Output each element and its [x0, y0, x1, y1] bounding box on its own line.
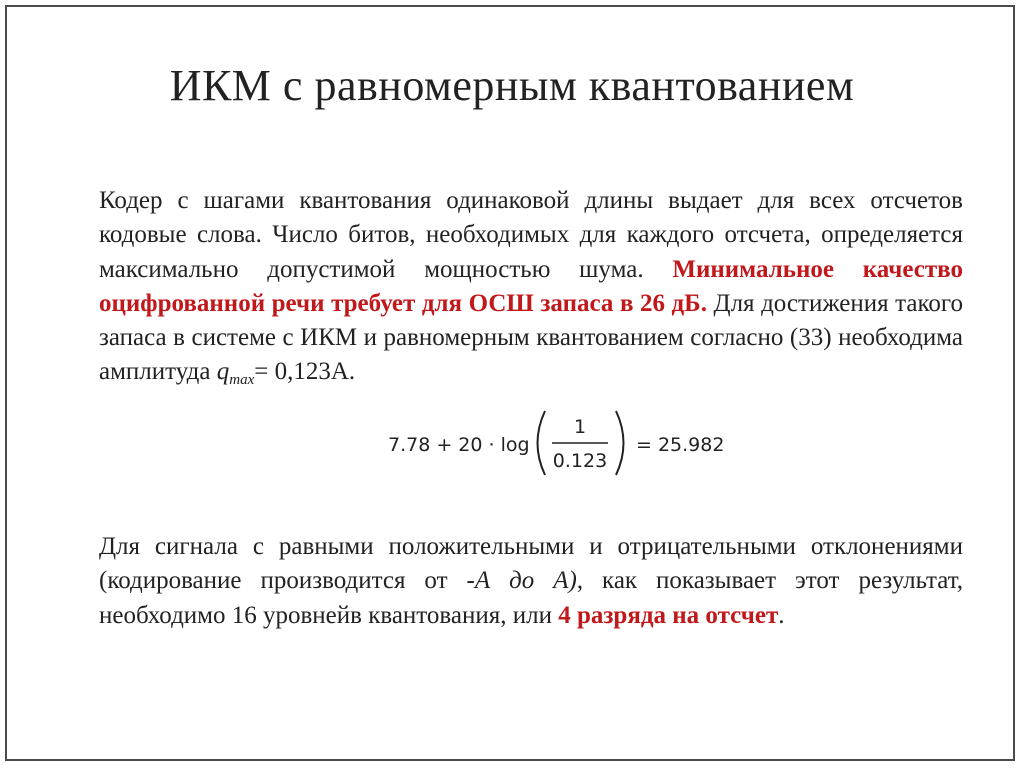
paragraph1-text-b: Для достижения такого запаса в системе с ИКМ и равномерным квантованием согласно (33) необходима амплитуда	[99, 289, 963, 386]
paragraph2-text-c: .	[778, 601, 785, 629]
paragraph2-text-b: , как показывает этот результат, необходимо 16 уровнейв квантования, или	[99, 567, 963, 629]
snr-formula	[380, 403, 730, 483]
formula-right-paren	[616, 411, 624, 475]
paragraph1-highlight: Минимальное качество оцифрованной речи требует для ОСШ запаса в 26 дБ.	[99, 255, 963, 317]
paragraph2-highlight: 4 разряда на отсчет	[558, 601, 779, 629]
q-symbol: q	[216, 358, 230, 386]
formula-left-paren	[538, 411, 546, 475]
slide-title: ИКМ с равномерным квантованием	[169, 61, 855, 110]
paragraph-quantization-levels	[99, 530, 963, 633]
formula-numerator: 1	[573, 416, 587, 438]
q-subscript: max	[229, 372, 255, 389]
formula-left: 7.78 + 20 · log	[388, 434, 530, 456]
paragraph-encoder-description	[99, 184, 963, 398]
paragraph1-text-a: Кодер с шагами квантования одинаковой длины выдает для всех отсчетов кодовые слова. Число битов, необходимых для каждого отсчета, определяется максимально допустимой мощностью шума.	[99, 187, 963, 283]
paragraph2-range: -А до А)	[466, 567, 577, 595]
q-value: = 0,123А.	[254, 358, 356, 386]
formula-result: = 25.982	[636, 434, 725, 456]
formula-denominator: 0.123	[552, 450, 608, 472]
paragraph2-text-a: Для сигнала с равными положительными и отрицательными отклонениями (кодирование производится от	[99, 533, 963, 595]
